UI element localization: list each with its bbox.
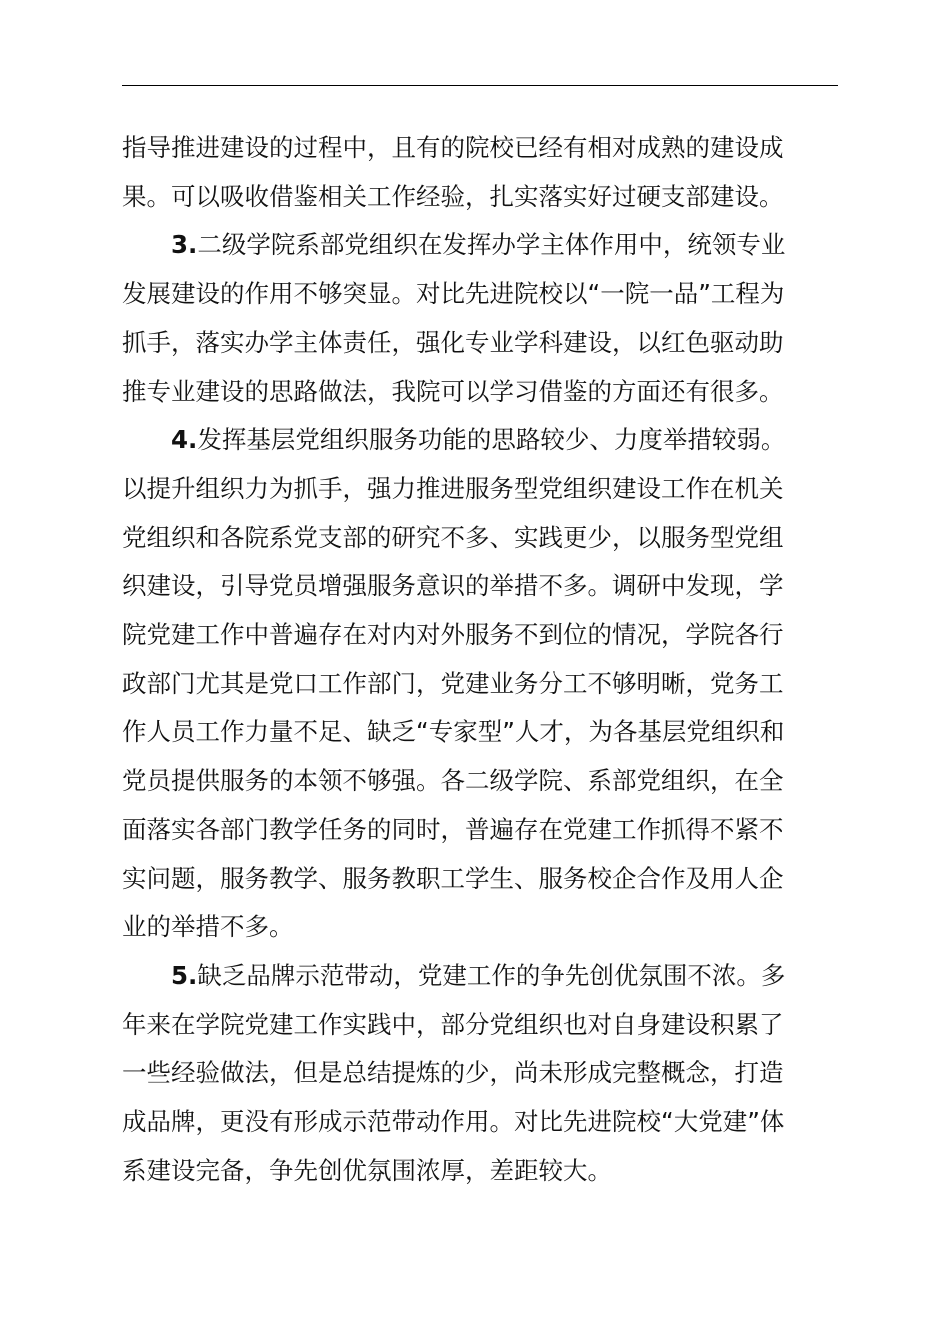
line-text: 发展建设的作用不够突显。对比先进院校以“一院一品”工程为 [122, 279, 785, 309]
line-text: 院党建工作中普遍存在对内对外服务不到位的情况，学院各行 [122, 620, 784, 649]
line-text: 发挥基层党组织服务功能的思路较少、力度举措较弱。 [197, 425, 786, 455]
line-text: 成品牌，更没有形成示范带动作用。对比先进院校“大党建”体 [122, 1107, 785, 1136]
line-text: 年来在学院党建工作实践中，部分党组织也对自身建设积累了 [122, 1009, 784, 1039]
item-number: 4. [171, 425, 198, 455]
line-text: 业的举措不多。 [122, 912, 294, 942]
line-text: 以提升组织力为抓手，强力推进服务型党组织建设工作在机关 [122, 473, 784, 503]
line-text: 指导推进建设的过程中，且有的院校已经有相对成熟的建设成 [122, 133, 784, 162]
line-text: 二级学院系部党组织在发挥办学主体作用中，统领专业 [197, 230, 786, 260]
text-line [122, 1097, 784, 1147]
line-text: 作人员工作力量不足、缺乏“专家型”人才，为各基层党组织和 [122, 717, 785, 747]
line-text: 面落实各部门教学任务的同时，普遍存在党建工作抓得不紧不 [122, 814, 784, 844]
text-line [122, 756, 784, 806]
numbered-item-line [171, 415, 785, 465]
line-text: 实问题，服务教学、服务教职工学生、服务校企合作及用人企 [122, 863, 784, 893]
text-line [122, 561, 784, 611]
item-number: 3. [171, 230, 198, 260]
line-text: 政部门尤其是党口工作部门，党建业务分工不够明晰，党务工 [122, 668, 784, 698]
text-line [122, 513, 784, 563]
text-line [122, 269, 784, 319]
text-line [122, 805, 784, 855]
text-line [122, 707, 784, 757]
line-text: 织建设，引导党员增强服务意识的举措不多。调研中发现，学 [122, 571, 784, 601]
text-line [122, 1000, 784, 1050]
numbered-item-line [171, 951, 785, 1001]
line-text: 系建设完备，争先创优氛围浓厚，差距较大。 [122, 1155, 612, 1185]
text-line [122, 1146, 612, 1196]
text-line [122, 902, 294, 952]
item-number: 5. [171, 960, 198, 990]
header-rule [122, 85, 838, 86]
line-text: 缺乏品牌示范带动，党建工作的争先创优氛围不浓。多 [197, 960, 786, 990]
line-text: 党组织和各院系党支部的研究不多、实践更少，以服务型党组 [122, 522, 784, 552]
text-line [122, 172, 784, 222]
text-line [122, 610, 784, 660]
line-text: 果。可以吸收借鉴相关工作经验，扎实落实好过硬支部建设。 [122, 181, 784, 211]
text-line [122, 123, 784, 173]
line-text: 党员提供服务的本领不够强。各二级学院、系部党组织，在全 [122, 766, 784, 796]
line-text: 一些经验做法，但是总结提炼的少，尚未形成完整概念，打造 [122, 1058, 784, 1088]
line-text: 抓手，落实办学主体责任，强化专业学科建设，以红色驱动助 [122, 327, 784, 357]
numbered-item-line [171, 220, 785, 270]
text-line [122, 854, 784, 904]
text-line [122, 318, 784, 368]
line-text: 推专业建设的思路做法，我院可以学习借鉴的方面还有很多。 [122, 376, 784, 406]
text-line [122, 367, 784, 417]
text-line [122, 659, 784, 709]
text-line [122, 464, 784, 514]
text-line [122, 1048, 784, 1098]
